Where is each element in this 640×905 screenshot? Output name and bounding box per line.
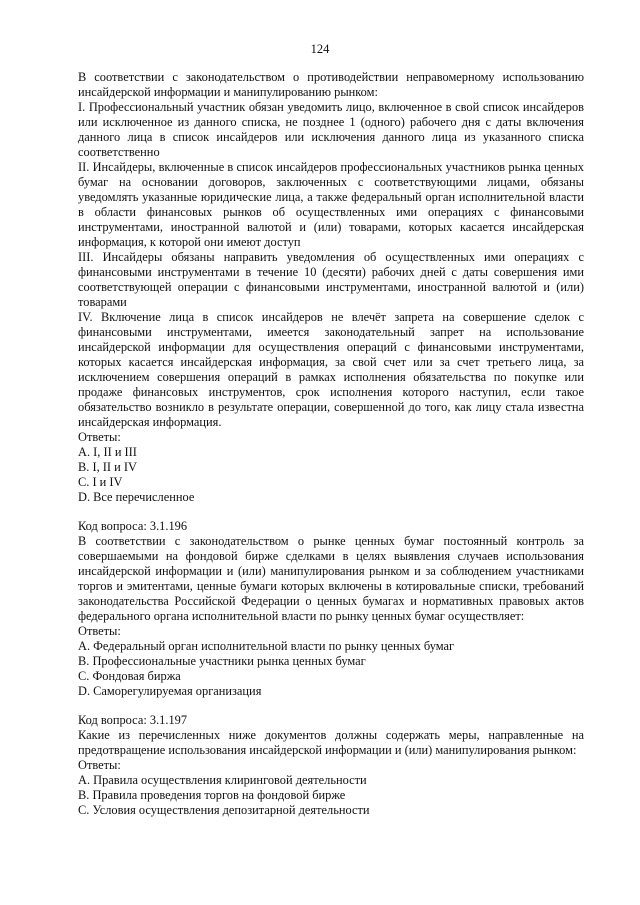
statement-ii: II. Инсайдеры, включенные в список инсайдеров профессиональных участников рынка ценных бумаг на основании договоров, заключенных с соответствующими лицами, обязаны уведомлять указанные юридические лица, а также федеральный орган исполнительной власти в области финансовых рынков об осуществленных ими операциях с финансовыми инструментами, иностранной валютой и (или) товарами, которых касается инсайдерская информация, к которой они имеют доступ — [78, 160, 584, 249]
answers-label: Ответы: — [78, 624, 121, 638]
question-text: В соответствии с законодательством о рынке ценных бумаг постоянный контроль за совершаемыми на фондовой бирже сделками в целях выявления случаев использования инсайдерской информации и (или) манипулирования рынком и за соблюдением участниками торгов и эмитентами, ценные бумаги которых включены в котировальные списки, требований законодательства Российской Федерации о ценных бумагах и нормативных правовых актов федерального органа исполнительной власти по рынку ценных бумаг осуществляет: — [78, 534, 584, 623]
answer-option: A. Правила осуществления клиринговой деятельности — [78, 773, 367, 787]
page-content — [78, 70, 584, 818]
page-number: 124 — [310, 42, 330, 56]
statement-i: I. Профессиональный участник обязан уведомить лицо, включенное в свой список инсайдеров или исключенное из данного списка, не позднее 1 (одного) рабочего дня с даты включения данного лица в список инсайдеров или исключения данного лица из указанного списка соответственно — [78, 100, 584, 159]
statement-iii: III. Инсайдеры обязаны направить уведомления об осуществленных ими операциях с финансовыми инструментами в течение 10 (десяти) рабочих дней с даты совершения ими соответствующей операции с финансовыми инструментами, иностранной валютой и (или) товарами — [78, 250, 584, 309]
question-block — [78, 519, 584, 699]
question-code: Код вопроса: 3.1.196 — [78, 519, 188, 533]
answer-option: D. Все перечисленное — [78, 490, 195, 504]
question-block — [78, 70, 584, 505]
question-text: Какие из перечисленных ниже документов должны содержать меры, направленные на предотвращение использования инсайдерской информации и (или) манипулирования рынком: — [78, 728, 584, 757]
answer-option: B. Правила проведения торгов на фондовой бирже — [78, 788, 346, 802]
answers-label: Ответы: — [78, 758, 121, 772]
answer-option: C. Фондовая биржа — [78, 669, 181, 683]
answer-option: C. Условия осуществления депозитарной деятельности — [78, 803, 370, 817]
answer-option: A. Федеральный орган исполнительной власти по рынку ценных бумаг — [78, 639, 455, 653]
question-intro: В соответствии с законодательством о противодействии неправомерному использованию инсайдерской информации и манипулированию рынком: — [78, 70, 584, 99]
answers-label: Ответы: — [78, 430, 121, 444]
statement-iv: IV. Включение лица в список инсайдеров не влечёт запрета на совершение сделок с финансовыми инструментами, имеется законодательный запрет на использование инсайдерской информации для осуществления операций с финансовыми инструментами, которых касается инсайдерская информация, за свой счет или за счет третьего лица, за исключением совершения операций в рамках исполнения обязательства по покупке или продаже финансовых инструментов, срок исполнения которого наступил, если такое обязательство возникло в результате операции, совершенной до того, как лицу стала известна инсайдерская информация. — [78, 310, 584, 429]
answer-option: A. I, II и III — [78, 445, 137, 459]
answer-option: D. Саморегулируемая организация — [78, 684, 262, 698]
answer-option: C. I и IV — [78, 475, 123, 489]
question-block — [78, 713, 584, 818]
answer-option: B. Профессиональные участники рынка ценных бумаг — [78, 654, 366, 668]
question-code: Код вопроса: 3.1.197 — [78, 713, 188, 727]
answer-option: B. I, II и IV — [78, 460, 137, 474]
